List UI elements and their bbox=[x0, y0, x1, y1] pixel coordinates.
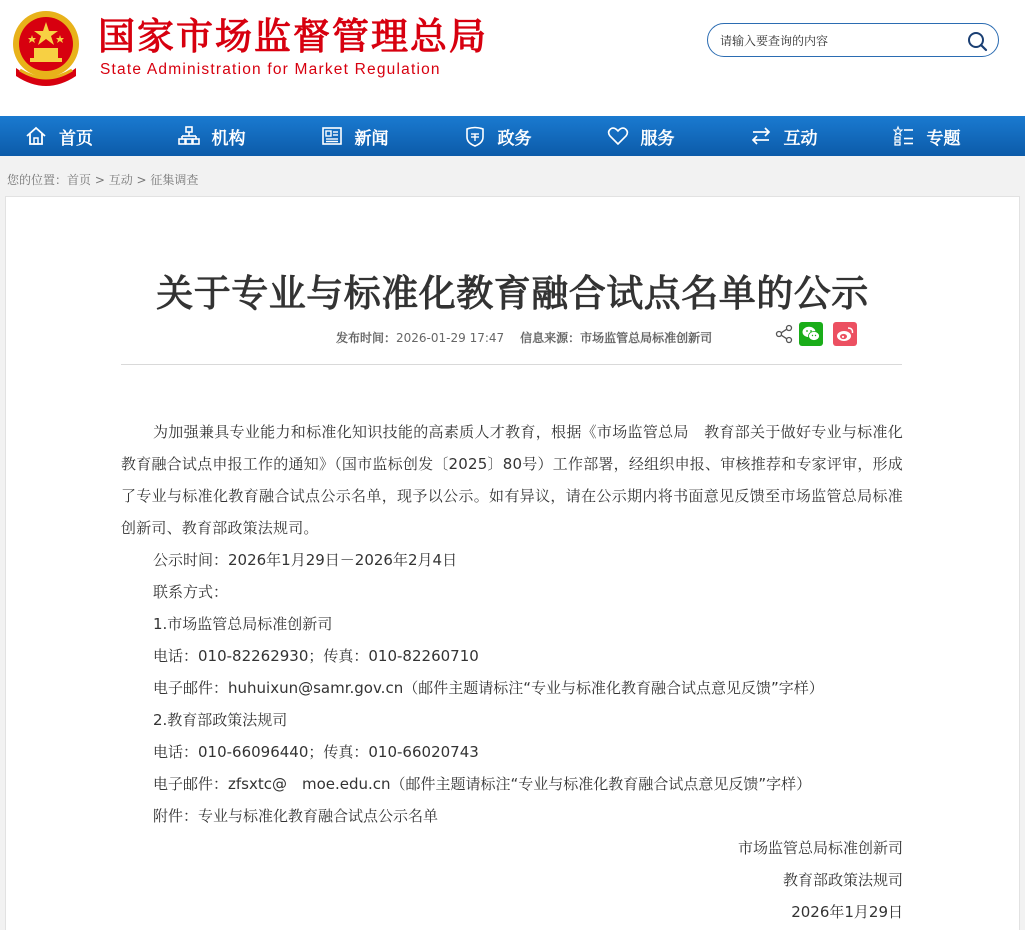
national-emblem-icon[interactable] bbox=[10, 10, 82, 86]
contact-heading: 联系方式： bbox=[153, 583, 229, 601]
title-divider bbox=[121, 364, 902, 365]
weibo-share-button[interactable] bbox=[833, 322, 857, 346]
signature-samr: 市场监管总局标准创新司 bbox=[737, 839, 903, 857]
search-input[interactable] bbox=[720, 30, 960, 52]
nav-item-interact[interactable] bbox=[712, 116, 855, 156]
share-bar bbox=[774, 321, 857, 347]
exchange-arrows-icon bbox=[750, 125, 772, 147]
site-header bbox=[0, 0, 1025, 116]
nav-label: 新闻 bbox=[354, 128, 389, 149]
nav-label: 机构 bbox=[211, 128, 246, 149]
contact-moe: 2.教育部政策法规司 bbox=[153, 711, 288, 729]
signature-date: 2026年1月29日 bbox=[791, 903, 903, 921]
article-meta bbox=[336, 329, 712, 346]
main-nav bbox=[0, 116, 1025, 156]
nav-label: 首页 bbox=[59, 128, 93, 149]
source-value: 市场监管总局标准创新司 bbox=[580, 331, 713, 345]
breadcrumb-interact[interactable]: 互动 bbox=[108, 173, 133, 187]
nav-label: 专题 bbox=[926, 128, 961, 149]
contact-samr-phone: 电话：010-82262930；传真：010-82260710 bbox=[153, 647, 479, 665]
search-box bbox=[707, 23, 999, 57]
breadcrumb-survey[interactable]: 征集调查 bbox=[150, 173, 199, 187]
contact-moe-phone: 电话：010-66096440；传真：010-66020743 bbox=[153, 743, 479, 761]
wechat-share-button[interactable] bbox=[799, 322, 823, 346]
publish-time: 2026-01-29 17:47 bbox=[396, 331, 505, 345]
nav-item-org[interactable] bbox=[140, 116, 283, 156]
nav-label: 互动 bbox=[783, 128, 818, 149]
breadcrumb-prefix: 您的位置： bbox=[7, 173, 68, 187]
breadcrumb-home[interactable]: 首页 bbox=[67, 173, 92, 187]
site-title[interactable]: 国家市场监督管理总局 bbox=[98, 15, 488, 58]
topic-list-icon bbox=[893, 125, 915, 147]
newspaper-icon bbox=[321, 125, 343, 147]
article-title: 关于专业与标准化教育融合试点名单的公示 bbox=[156, 272, 869, 315]
search-icon[interactable] bbox=[966, 30, 988, 52]
source-label: 信息来源： bbox=[520, 331, 581, 345]
breadcrumb-separator: > bbox=[132, 173, 151, 187]
heart-icon bbox=[607, 125, 629, 147]
contact-moe-email: 电子邮件：zfsxtc@ moe.edu.cn（邮件主题请标注“专业与标准化教育融合试点意见反馈”字样） bbox=[153, 775, 812, 793]
attachment-link[interactable]: 附件：专业与标准化教育融合试点公示名单 bbox=[153, 807, 439, 825]
shield-badge-icon bbox=[464, 125, 486, 147]
notice-period: 公示时间：2026年1月29日－2026年2月4日 bbox=[153, 551, 458, 569]
share-icon[interactable] bbox=[774, 324, 794, 344]
nav-item-home[interactable] bbox=[0, 116, 140, 156]
contact-samr-email: 电子邮件：huhuixun@samr.gov.cn（邮件主题请标注“专业与标准化教育融合试点意见反馈”字样） bbox=[153, 679, 824, 697]
breadcrumb-separator: > bbox=[91, 173, 109, 187]
site-subtitle: State Administration for Market Regulation bbox=[100, 61, 441, 78]
weibo-icon bbox=[836, 326, 854, 342]
publish-time-label: 发布时间： bbox=[336, 331, 397, 345]
home-icon bbox=[25, 125, 47, 147]
nav-item-news[interactable] bbox=[283, 116, 426, 156]
signature-moe: 教育部政策法规司 bbox=[782, 871, 903, 889]
contact-samr: 1.市场监管总局标准创新司 bbox=[153, 615, 333, 633]
org-chart-icon bbox=[178, 125, 200, 147]
nav-item-topics[interactable] bbox=[855, 116, 998, 156]
nav-item-affairs[interactable] bbox=[426, 116, 569, 156]
wechat-icon bbox=[802, 326, 820, 342]
article-body bbox=[121, 416, 903, 928]
nav-item-service[interactable] bbox=[569, 116, 712, 156]
nav-label: 服务 bbox=[640, 128, 675, 149]
breadcrumb bbox=[7, 171, 198, 188]
nav-label: 政务 bbox=[497, 128, 532, 149]
article-paragraph: 为加强兼具专业能力和标准化知识技能的高素质人才教育，根据《市场监管总局 教育部关于做好专业与标准化教育融合试点申报工作的通知》（国市监标创发〔2025〕80号）工作部署，经组织申报、审核推荐和专家评审，形成了专业与标准化教育融合试点公示名单，现予以公示。如有异议，请在公示期内将书面意见反馈至市场监管总局标准创新司、教育部政策法规司。 bbox=[121, 423, 903, 537]
